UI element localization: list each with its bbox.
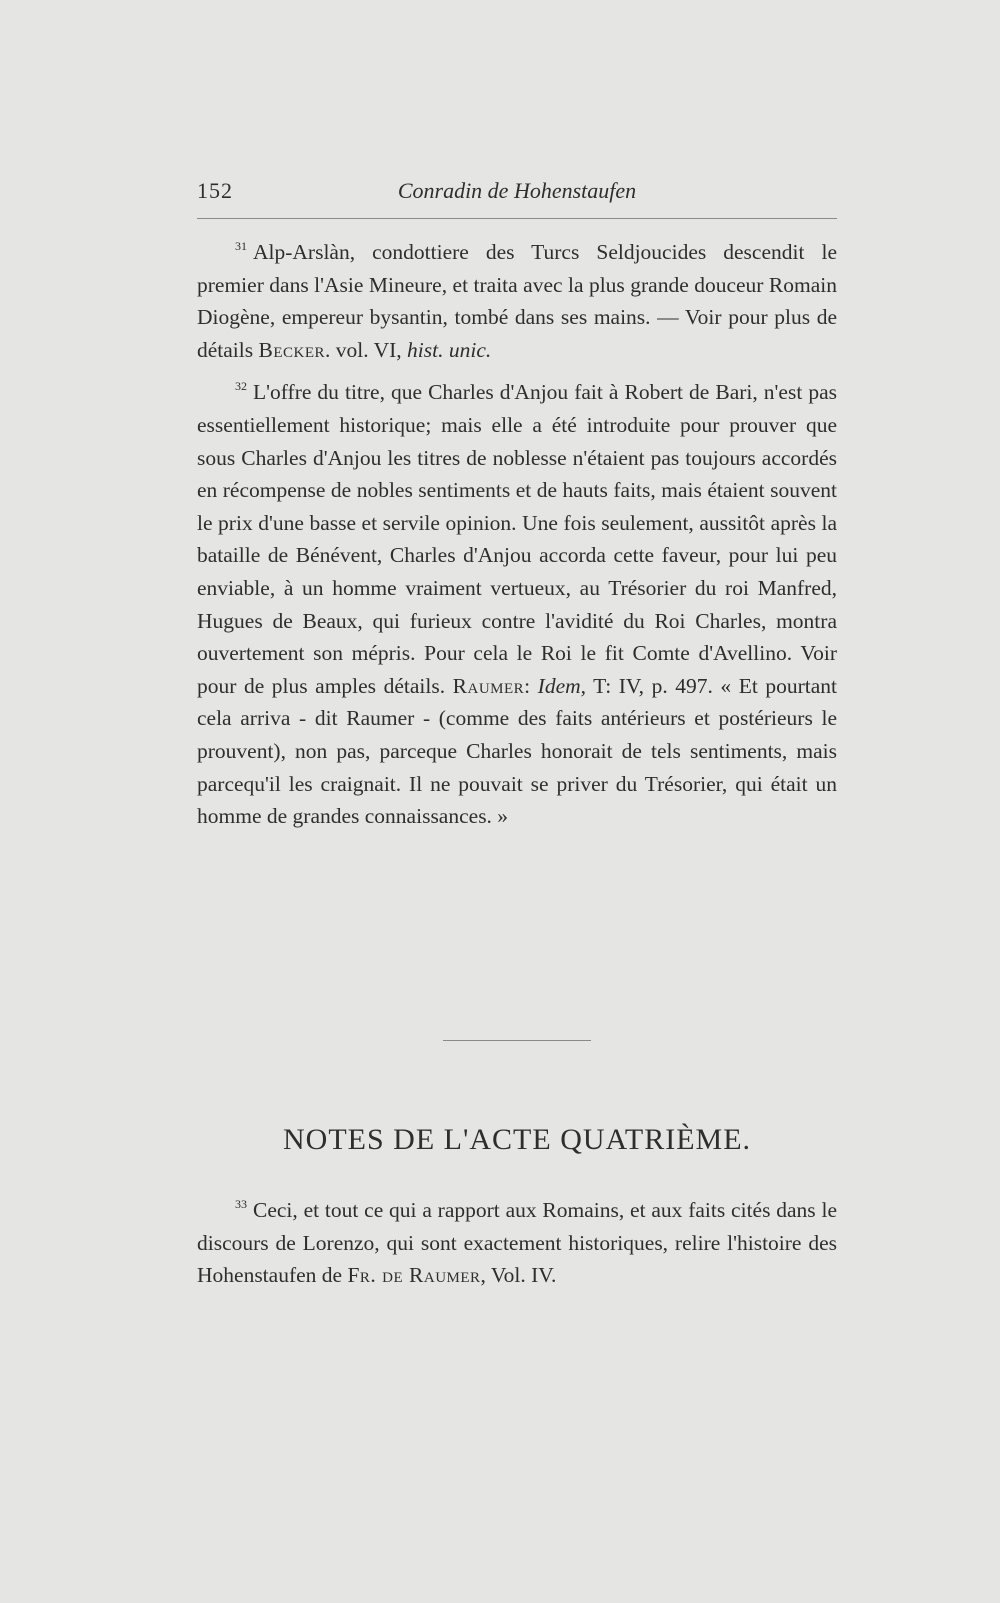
notes-act-three bbox=[197, 236, 837, 833]
footnote-text: Alp-Arslàn, condottiere des Turcs Seldjoucides descendit le premier dans l'Asie Mineure, et traita avec la plus grande douceur Romain Diogène, empereur bysantin, tombé dans ses mains. — Voir pour plus de détails bbox=[197, 240, 837, 362]
footnote-number: 33 bbox=[235, 1197, 247, 1211]
footnote-paragraph bbox=[197, 236, 837, 366]
footnote-paragraph bbox=[197, 1194, 837, 1292]
cited-work: hist. unic. bbox=[407, 337, 492, 362]
footnote-text: : bbox=[524, 673, 538, 698]
header-rule bbox=[197, 218, 837, 219]
page-header bbox=[197, 178, 837, 218]
section-divider bbox=[443, 1040, 591, 1041]
notes-act-four bbox=[197, 1194, 837, 1292]
footnote bbox=[197, 1194, 837, 1292]
footnote bbox=[197, 236, 837, 366]
section-title: NOTES DE L'ACTE QUATRIÈME. bbox=[282, 1123, 752, 1156]
footnote-text: L'offre du titre, que Charles d'Anjou fait à Robert de Bari, n'est pas essentiellement historique; mais elle a été introduite pour prouver que sous Charles d'Anjou les titres de noblesse n'étaient pas toujours accordés en récompense de nobles sentiments et de hauts faits, mais étaient souvent le prix d'une basse et servile opinion. Une fois seulement, aussitôt après la bataille de Bénévent, Charles d'Anjou accorda cette faveur, pour lui peu enviable, à un homme vraiment vertueux, au Trésorier du roi Manfred, Hugues de Beaux, qui furieux contre l'avidité du Roi Charles, montra ouvertement son mépris. Pour cela le Roi le fit Comte d'Avellino. Voir pour de plus amples détails. bbox=[197, 380, 837, 698]
cited-author: Raumer bbox=[452, 673, 525, 698]
cited-work: Idem, bbox=[537, 673, 587, 698]
footnote-paragraph bbox=[197, 376, 837, 832]
cited-author: Becker bbox=[258, 337, 326, 362]
running-title: Conradin de Hohenstaufen bbox=[397, 178, 637, 203]
footnote-text: T: IV, p. 497. « Et pourtant cela arriva - dit Raumer - (comme des faits antérieurs et postérieurs le prouvent), non pas, parceque Charles honorait de tels sentiments, mais parcequ'il les craignait. Il ne pouvait se priver du Trésorier, qui était un homme de grandes connaissances. » bbox=[197, 673, 837, 829]
footnote-text: , Vol. IV. bbox=[480, 1263, 557, 1288]
page-number: 152 bbox=[197, 178, 233, 203]
footnote-text: Ceci, et tout ce qui a rapport aux Romains, et aux faits cités dans le discours de Lorenzo, qui sont exactement historiques, relire l'histoire des Hohenstaufen de bbox=[197, 1198, 837, 1288]
footnote bbox=[197, 376, 837, 832]
footnote-text: . vol. VI, bbox=[325, 337, 408, 362]
footnote-number: 32 bbox=[235, 379, 247, 394]
footnote-number: 31 bbox=[235, 239, 247, 253]
cited-author: Fr. de Raumer bbox=[347, 1263, 481, 1288]
